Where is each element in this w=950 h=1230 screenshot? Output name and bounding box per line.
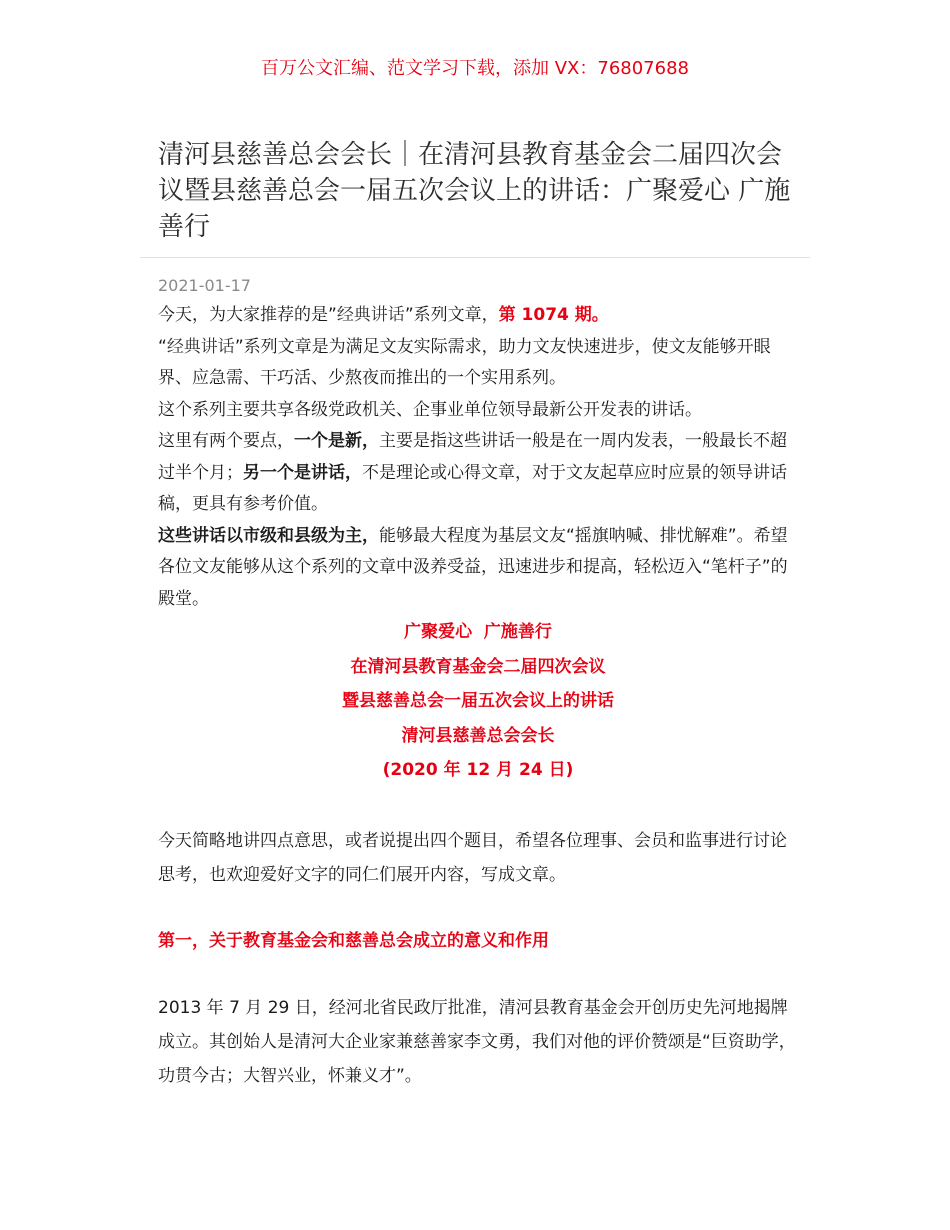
speech-subtitle-1: 在清河县教育基金会二届四次会议 (350, 656, 606, 677)
title-divider (140, 257, 810, 258)
key-point-2: 另一个是讲话， (243, 462, 362, 483)
intro-paragraph-5 (158, 521, 798, 616)
speech-date: (2020 年 12 月 24 日) (382, 760, 574, 780)
speech-title: 广聚爱心 广施善行 (404, 622, 552, 642)
section-heading-1: 第一，关于教育基金会和慈善总会成立的意义和作用 (158, 930, 549, 951)
speech-subtitle-2: 暨县慈善总会一届五次会议上的讲话 (342, 691, 614, 711)
intro-text: ”系列文章， (404, 305, 499, 325)
intro-text: 今天，为大家推荐的是” (158, 305, 337, 325)
speech-header (158, 615, 798, 788)
intro-text: “ (158, 336, 167, 357)
emphasis-text: 这些讲话以市级和县级为主， (158, 525, 379, 546)
intro-text: 这里有两个要点， (158, 431, 294, 451)
body-paragraph-2: 2013 年 7 月 29 日，经河北省民政厅批准，清河县教育基金会开创历史先河地揭牌成立。其创始人是清河大企业家兼慈善家李文勇，我们对他的评价赞颂是“巨资助学，功贯今古；大智兴业，怀兼义才”。 (158, 998, 796, 1086)
intro-paragraph-3: 这个系列主要共享各级党政机关、企事业单位领导最新公开发表的讲话。 (158, 399, 702, 420)
body-paragraph-1: 今天简略地讲四点意思，或者说提出四个题目，希望各位理事、会员和监事进行讨论思考，也欢迎爱好文字的同仁们展开内容，写成文章。 (158, 830, 787, 885)
article-title: 清河县慈善总会会长｜在清河县教育基金会二届四次会议暨县慈善总会一届五次会议上的讲话：广聚爱心 广施善行 (158, 140, 791, 242)
issue-number: 第 1074 期。 (498, 305, 609, 325)
series-name: 经典讲话 (336, 305, 405, 325)
intro-text: 能够最大程度为基层文友“摇旗呐喊、排忧解难”。希望各位文友能够从这个系列的文章中汲养受益，迅速进步和提高，轻松迈入“笔杆子”的殿堂。 (158, 525, 788, 609)
publish-date: 2021-01-17 (158, 276, 251, 295)
intro-text: 不是理论或心得文章，对于文友起草应时应景的领导讲话稿，更具有参考价值。 (158, 462, 787, 514)
promo-banner: 百万公文汇编、范文学习下载，添加 VX：76807688 (261, 58, 689, 79)
intro-paragraph-1 (158, 300, 798, 332)
intro-text: 主要是指这些讲话一般是在一周内发表，一般最长不超过半个月； (158, 431, 787, 483)
article-body (158, 300, 798, 1093)
intro-text: ”系列文章是为满足文友实际需求，助力文友快速进步，使文友能够开眼界、应急需、干巧活、少熬夜而推出的一个实用系列。 (158, 336, 771, 388)
series-name: 经典讲话 (166, 336, 235, 357)
intro-paragraph-2 (158, 332, 798, 395)
key-point-1: 一个是新， (294, 431, 379, 451)
speaker-title: 清河县慈善总会会长 (401, 725, 555, 746)
intro-paragraph-4 (158, 426, 798, 521)
